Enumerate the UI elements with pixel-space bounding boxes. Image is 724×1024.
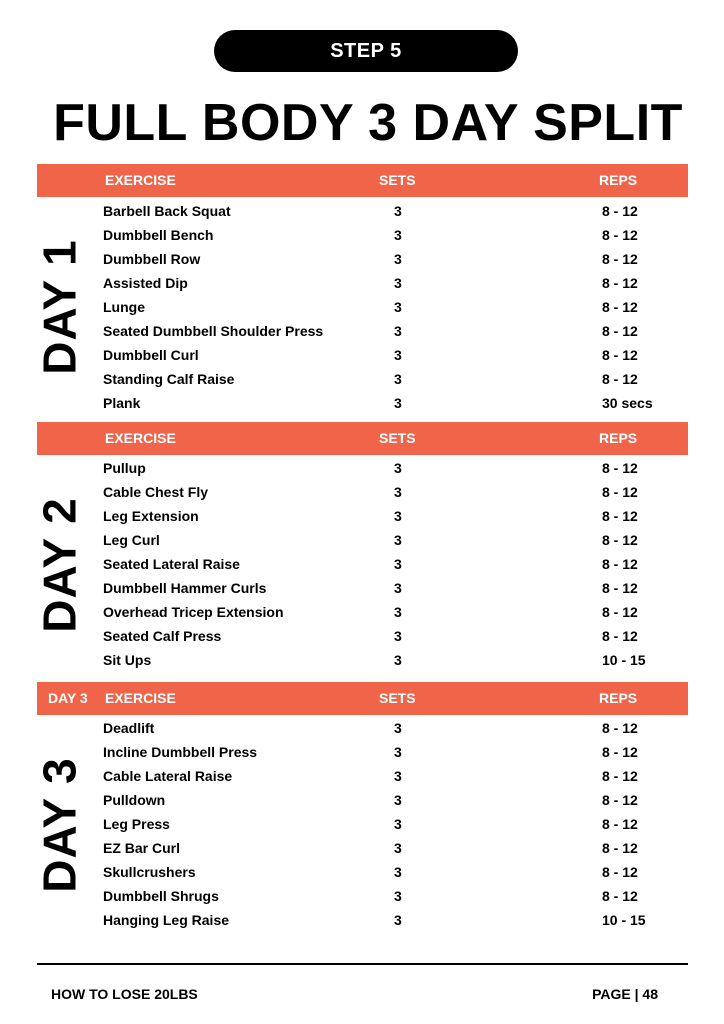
table-row: Overhead Tricep Extension 3 8 - 12 <box>103 604 638 620</box>
table-row: Pulldown 3 8 - 12 <box>103 792 638 808</box>
table-row: Dumbbell Row 3 8 - 12 <box>103 251 638 267</box>
table-row: Cable Chest Fly 3 8 - 12 <box>103 484 638 500</box>
header-reps: REPS <box>599 690 638 706</box>
header-sets: SETS <box>379 172 416 188</box>
header-sets: SETS <box>379 430 416 446</box>
header-exercise: EXERCISE <box>105 690 176 706</box>
table-header <box>37 682 688 715</box>
table-header <box>37 164 688 197</box>
table-row: Dumbbell Shrugs 3 8 - 12 <box>103 888 638 904</box>
header-reps: REPS <box>599 430 638 446</box>
table-row: Seated Calf Press 3 8 - 12 <box>103 628 638 644</box>
table-row: Dumbbell Bench 3 8 - 12 <box>103 227 638 243</box>
table-row: Assisted Dip 3 8 - 12 <box>103 275 638 291</box>
table-row: Standing Calf Raise 3 8 - 12 <box>103 371 638 387</box>
table-row: Deadlift 3 8 - 12 <box>103 720 638 736</box>
table-row: Leg Press 3 8 - 12 <box>103 816 638 832</box>
header-reps: REPS <box>599 172 638 188</box>
table-row: Dumbbell Curl 3 8 - 12 <box>103 347 638 363</box>
table-row: Cable Lateral Raise 3 8 - 12 <box>103 768 638 784</box>
table-row: Lunge 3 8 - 12 <box>103 299 638 315</box>
day-2-section <box>34 422 688 672</box>
table-row: Barbell Back Squat 3 8 - 12 <box>103 203 638 219</box>
step-badge: STEP 5 <box>214 30 518 72</box>
table-header <box>37 422 688 455</box>
header-day-label: DAY 3 <box>48 690 88 706</box>
day-3-label: DAY 3 <box>34 757 86 893</box>
day-3-section <box>34 682 688 932</box>
header-exercise: EXERCISE <box>105 430 176 446</box>
table-row: Incline Dumbbell Press 3 8 - 12 <box>103 744 638 760</box>
day-1-section <box>34 164 688 415</box>
footer-page-number: PAGE | 48 <box>592 986 658 1002</box>
page-title: FULL BODY 3 DAY SPLIT <box>53 94 683 152</box>
table-row: Pullup 3 8 - 12 <box>103 460 638 476</box>
day-2-label: DAY 2 <box>34 497 86 633</box>
table-row: Skullcrushers 3 8 - 12 <box>103 864 638 880</box>
table-row: Dumbbell Hammer Curls 3 8 - 12 <box>103 580 638 596</box>
day-1-label: DAY 1 <box>34 239 86 375</box>
header-sets: SETS <box>379 690 416 706</box>
table-row: Sit Ups 3 10 - 15 <box>103 652 646 668</box>
table-row: Seated Lateral Raise 3 8 - 12 <box>103 556 638 572</box>
table-row: Leg Extension 3 8 - 12 <box>103 508 638 524</box>
table-row: Leg Curl 3 8 - 12 <box>103 532 638 548</box>
table-row: EZ Bar Curl 3 8 - 12 <box>103 840 638 856</box>
footer-book-title: HOW TO LOSE 20LBS <box>51 986 198 1002</box>
table-row: Plank 3 30 secs <box>103 395 653 411</box>
table-row: Hanging Leg Raise 3 10 - 15 <box>103 912 646 928</box>
footer-divider <box>37 963 688 965</box>
header-exercise: EXERCISE <box>105 172 176 188</box>
table-row: Seated Dumbbell Shoulder Press 3 8 - 12 <box>103 323 638 339</box>
